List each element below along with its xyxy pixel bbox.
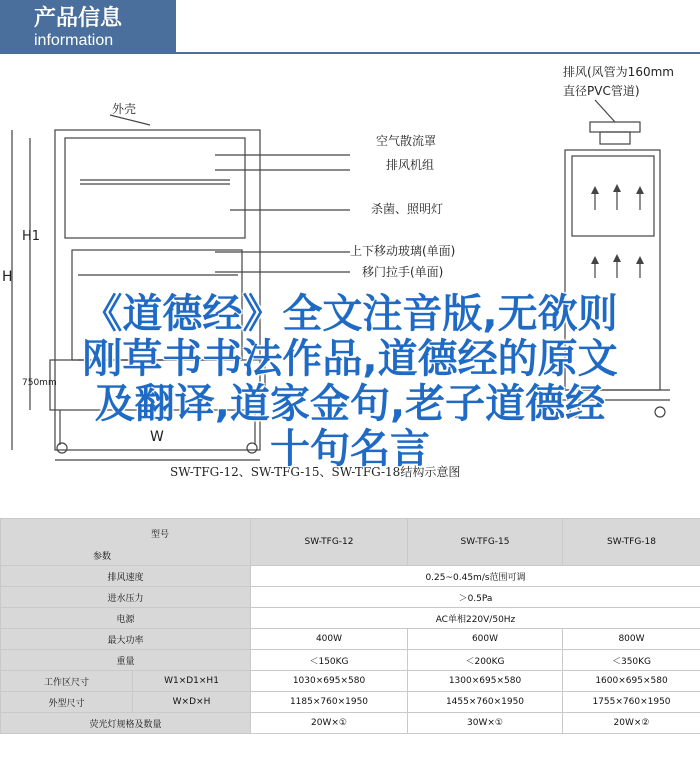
label-filter-cover: 空气散流罩 bbox=[376, 134, 437, 148]
row-sublabel: W1×D1×H1 bbox=[133, 671, 251, 692]
label-dim-w: W bbox=[150, 429, 164, 445]
header-model-param-cell bbox=[1, 519, 251, 566]
section-header bbox=[0, 0, 700, 56]
row-value: 30W×① bbox=[408, 713, 563, 734]
label-shell: 外壳 bbox=[112, 102, 137, 116]
table-header-row bbox=[1, 519, 700, 566]
label-dim-h: H bbox=[2, 269, 13, 285]
row-value: 1755×760×1950 bbox=[563, 692, 700, 713]
header-title-en: information bbox=[34, 32, 114, 49]
table-row bbox=[1, 587, 700, 608]
row-value: AC单相220V/50Hz bbox=[251, 608, 700, 629]
header-model-1: SW-TFG-12 bbox=[251, 519, 408, 566]
header-model-2: SW-TFG-15 bbox=[408, 519, 563, 566]
label-door-handle: 移门拉手(单面) bbox=[362, 265, 444, 279]
spec-table-wrap bbox=[0, 518, 700, 734]
row-value: ＜350KG bbox=[563, 650, 700, 671]
row-sublabel: W×D×H bbox=[133, 692, 251, 713]
overlay-line-2: 刚草书书法作品,道德经的原文 bbox=[82, 336, 618, 382]
label-fan-group: 排风机组 bbox=[386, 158, 435, 172]
overlay-line-3: 及翻译,道家金句,老子道德经 bbox=[94, 381, 606, 427]
row-value: ＞0.5Pa bbox=[251, 587, 700, 608]
row-label: 外型尺寸 bbox=[1, 692, 133, 713]
row-value: 1300×695×580 bbox=[408, 671, 563, 692]
row-label: 最大功率 bbox=[1, 629, 251, 650]
label-uv-lamp: 杀菌、照明灯 bbox=[371, 202, 444, 216]
table-row bbox=[1, 671, 700, 692]
row-value: 1030×695×580 bbox=[251, 671, 408, 692]
table-row bbox=[1, 629, 700, 650]
header-param-label: 参数 bbox=[93, 552, 112, 562]
row-label: 工作区尺寸 bbox=[1, 671, 133, 692]
table-row bbox=[1, 692, 700, 713]
overlay-line-4: 十句名言 bbox=[270, 426, 430, 472]
row-value: 600W bbox=[408, 629, 563, 650]
header-model-3: SW-TFG-18 bbox=[563, 519, 700, 566]
row-value: ＜150KG bbox=[251, 650, 408, 671]
spec-table bbox=[0, 518, 700, 734]
row-label: 电源 bbox=[1, 608, 251, 629]
row-value: 20W×② bbox=[563, 713, 700, 734]
label-dim-h1: H1 bbox=[22, 229, 41, 244]
row-value: ＜200KG bbox=[408, 650, 563, 671]
label-dim-750: 750mm bbox=[22, 378, 57, 388]
table-row bbox=[1, 650, 700, 671]
table-row bbox=[1, 608, 700, 629]
row-value: 1600×695×580 bbox=[563, 671, 700, 692]
label-glass-door: 上下移动玻璃(单面) bbox=[350, 244, 456, 258]
row-label: 排风速度 bbox=[1, 566, 251, 587]
diagram-caption: SW-TFG-12、SW-TFG-15、SW-TFG-18结构示意图 bbox=[170, 465, 461, 479]
header-model-label: 型号 bbox=[151, 530, 170, 540]
table-row bbox=[1, 713, 700, 734]
table-row bbox=[1, 566, 700, 587]
row-label: 荧光灯规格及数量 bbox=[1, 713, 251, 734]
row-value: 0.25~0.45m/s范围可调 bbox=[251, 566, 700, 587]
overlay-title bbox=[0, 292, 700, 472]
row-value: 1185×760×1950 bbox=[251, 692, 408, 713]
top-hood-panel bbox=[65, 138, 245, 238]
row-value: 400W bbox=[251, 629, 408, 650]
row-label: 重量 bbox=[1, 650, 251, 671]
header-title-zh: 产品信息 bbox=[34, 6, 123, 31]
label-pipe-line2: 直径PVC管道) bbox=[563, 84, 640, 98]
row-value: 1455×760×1950 bbox=[408, 692, 563, 713]
row-label: 进水压力 bbox=[1, 587, 251, 608]
overlay-line-1: 《道德经》全文注音版,无欲则 bbox=[82, 291, 618, 337]
label-pipe-line1: 排风(风管为160mm bbox=[563, 65, 674, 79]
row-value: 20W×① bbox=[251, 713, 408, 734]
row-value: 800W bbox=[563, 629, 700, 650]
header-underline bbox=[0, 52, 700, 54]
